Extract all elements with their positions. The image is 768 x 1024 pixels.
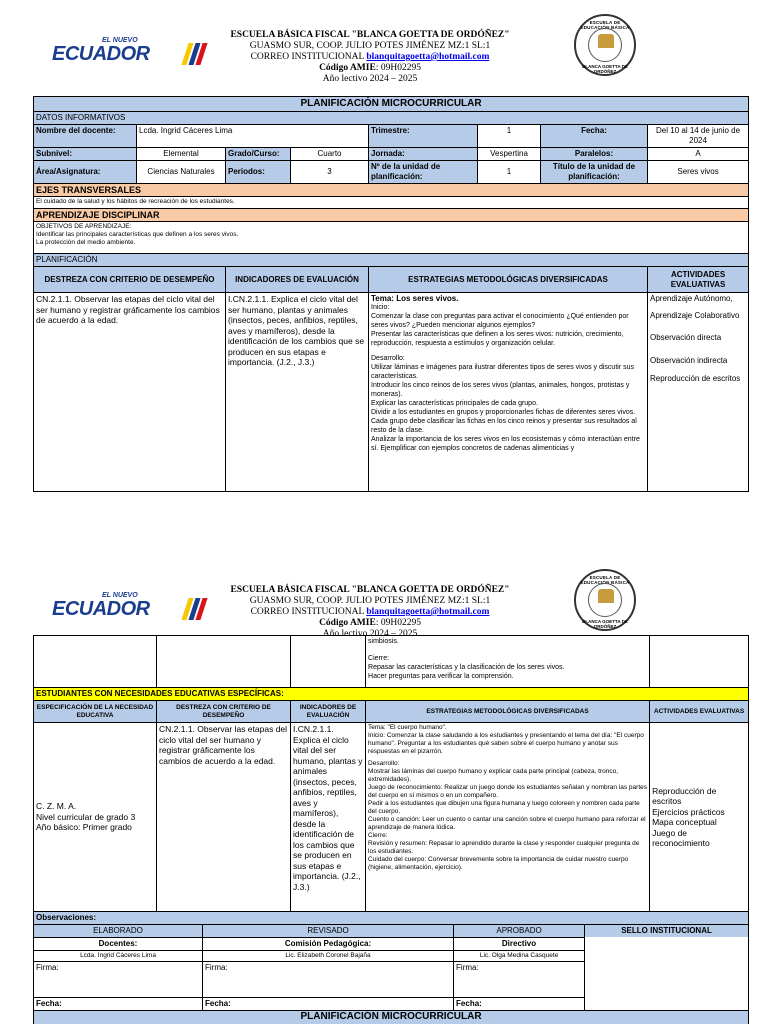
amie-line: Código AMIE: 09H02295 bbox=[319, 63, 421, 73]
planificacion-header: PLANIFICACIÓN bbox=[34, 254, 749, 267]
firma-aprobado: Firma: bbox=[454, 962, 585, 998]
destreza-cell: CN.2.1.1. Observar las etapas del ciclo vital del ser humano y registrar gráficamente los cambios de acuerdo a la edad. bbox=[34, 293, 226, 492]
sello-cell: SELLO INSTITUCIONAL bbox=[585, 925, 749, 1011]
book-icon bbox=[598, 34, 614, 48]
estrategias-cell: Tema: Los seres vivos. Inicio: Comenzar la clase con preguntas para activar el conocimiento ¿Qué entienden por seres vivos? ¿Pueden mencionar algunos ejemplos? Presentar las características que definen a los seres vivos: nutrición, crecimiento, reproducción, respuesta a estímulos y organización celular. Desarrollo: Utilizar láminas e imágenes para ilustrar diferentes tipos de seres vivos y discutir sus características. Introducir los cinco reinos de los seres vivos (plantas, animales, hongos, protistas y moneras). Explicar las características principales de cada grupo. Dividir a los estudiantes en grupos y proporcionarles fichas de diferentes seres vivos. Cada grupo debe clasificar las fichas en los cinco reinos y presentar sus resultados al resto de la clase. Analizar la importancia de los seres vivos en los ecosistemas y cómo interactúan entre sí. Ejemplificar con ejemplos concretos de cadenas alimenticias y bbox=[369, 293, 648, 492]
school-year: Año lectivo 2024 – 2025 bbox=[322, 74, 418, 84]
page-2 bbox=[0, 555, 768, 1024]
planning-table-page2: simbiosis. Cierre: Repasar las características y la clasificación de los seres vivos. Hacer preguntas para verificar la comprensión. ESTUDIANTES CON NECESIDADES EDUCATIVAS ESPECÍFICAS: ESPECIFICACIÓN DE LA NECESIDAD EDUCATIVA DESTREZA CON CRITERIO DE DESEMPEÑO INDICADORES DE EVALUACIÓN ESTRATEGIAS METODOLÓGICAS DIVERSIFICADAS ACTIVIDADES EVALUATIVAS C. Z. M. A. Nivel curricular de grado 3 Año básico: Primer grado CN.2.1.1. Observar las etapas del ciclo vital del ser humano y registrar gráficamente los cambios de acuerdo a la edad. I.CN.2.1.1. Explica el ciclo vital del ser humano, plantas y animales (insectos, peces, anfibios, reptiles, aves y mamíferos), desde la identificación de los cambios que se producen en sus etapas e importancia. (J.2., J.3.) Tema: "El cuerpo humano". Inicio: Comenzar la clase saludando a los estudiantes y presentando el tema del día: "El cuerpo humano". Preguntar a los estudiantes qué saben sobre el cuerpo humano y anotar sus respuestas en el pizarrón. Desarrollo: Mostrar las láminas del cuerpo humano y explicar cada parte principal (cabeza, tronco, extremidades). Juego de reconocimiento: Realizar un juego donde los estudiantes señalan y nombran las partes del cuerpo en sí mismos o en un compañero. Pedir a los estudiantes que dibujen una figura humana y luego coloreen y nombren cada parte del cuerpo. Cuento o canción: Leer un cuento o cantar una canción sobre el cuerpo humano para reforzar el aprendizaje de manera lúdica. Cierre: Revisión y resumen: Repasar lo aprendido durante la clase y responder cualquier pregunta de los estudiantes. Cuidado del cuerpo: Conversar brevemente sobre la importancia de cuidar nuestro cuerpo (higiene, alimentación, ejercicio). Reproducción de escritos Ejercicios prácticos Mapa conceptual Juego de reconocimiento Observaciones: ELABORADO REVISADO APROBADO SELLO INSTITUCIONAL Docentes: Comisión Pedagógica: Directivo Lcda. Ingrid Cáceres Lima Lic. Elizabeth Coronel Bajaña Lic. Olga Medina Casquete Firma: Firma: Firma: Fecha: Fecha: Fecha: PLANIFICACIÓN MICROCURRICULAR bbox=[33, 635, 749, 1024]
continuacion-cell: simbiosis. Cierre: Repasar las características y la clasificación de los seres vivos. Hacer preguntas para verificar la comprensión. bbox=[366, 636, 650, 688]
ecuador-logo bbox=[52, 37, 162, 71]
flag-stripes-icon bbox=[177, 43, 211, 65]
especificacion-cell: C. Z. M. A. Nivel curricular de grado 3 Año básico: Primer grado bbox=[34, 723, 157, 912]
email-link[interactable]: blanquitagoetta@hotmail.com bbox=[366, 52, 490, 62]
ejes-text: El cuidado de la salud y los hábitos de recreación de los estudiantes. bbox=[34, 197, 749, 209]
school-info bbox=[210, 30, 530, 85]
ecuador-logo: EL NUEVO ECUADOR bbox=[52, 592, 162, 626]
email-link[interactable]: blanquitagoetta@hotmail.com bbox=[366, 607, 490, 617]
firma-elaborado: Firma: bbox=[34, 962, 203, 998]
logo-big-text: ECUADOR bbox=[52, 43, 150, 65]
flag-stripes-icon bbox=[177, 598, 211, 620]
planning-table-page1: PLANIFICACIÓN MICROCURRICULAR DATOS INFORMATIVOS Nombre del docente: Lcda. Ingrid Cáceres Lima Trimestre: 1 Fecha: Del 10 al 14 de junio de 2024 Subnivel: Elemental Grado/Curso: Cuarto Jornada: Vespertina Paralelos: A Área/Asignatura: Ciencias Naturales Periodos: 3 Nº de la unidad de planificación: 1 Título de la unidad de planificación: Seres vivos EJES TRANSVERSALES El cuidado de la salud y los hábitos de recreación de los estudiantes. APRENDIZAJE DISCIPLINAR OBJETIVOS DE APRENDIZAJE: Identificar las principales características que definen a los seres vivos. La protección del medio ambiente. PLANIFICACIÓN DESTREZA CON CRITERIO DE DESEMPEÑO INDICADORES DE EVALUACIÓN ESTRATEGIAS METODOLÓGICAS DIVERSIFICADAS ACTIVIDADES EVALUATIVAS CN.2.1.1. Observar las etapas del ciclo vital del ser humano y registrar gráficamente los cambios de acuerdo a la edad. I.CN.2.1.1. Explica el ciclo vital del ser humano, plantas y animales (insectos, peces, anfibios, reptiles, aves y mamíferos), desde la identificación de los cambios que se producen en sus etapas e importancia. (J.2., J.3.) Tema: Los seres vivos. Inicio: Comenzar la clase con preguntas para activar el conocimiento ¿Qué entienden por seres vivos? ¿Pueden mencionar algunos ejemplos? Presentar las características que definen a los seres vivos: nutrición, crecimiento, reproducción, respuesta a estímulos y organización celular. Desarrollo: Utilizar láminas e imágenes para ilustrar diferentes tipos de seres vivos y discutir sus características. Introducir los cinco reinos de los seres vivos (plantas, animales, hongos, protistas y moneras). Explicar las características principales de cada grupo. Dividir a los estudiantes en grupos y proporcionarles fichas de diferentes seres vivos. Cada grupo debe clasificar las fichas en los cinco reinos y presentar sus resultados al resto de la clase. Analizar la importancia de los seres vivos en los ecosistemas y cómo interactúan entre sí. Ejemplificar con ejemplos concretos de cadenas alimenticias y Aprendizaje Autónomo, Aprendizaje Colaborativo Observación directa Observación indirecta Reproducción de escritos bbox=[33, 96, 749, 492]
estrategias-cell-2: Tema: "El cuerpo humano". Inicio: Comenzar la clase saludando a los estudiantes y presentando el tema del día: "El cuerpo humano". Preguntar a los estudiantes qué saben sobre el cuerpo humano y anotar sus respuestas en el pizarrón. Desarrollo: Mostrar las láminas del cuerpo humano y explicar cada parte principal (cabeza, tronco, extremidades). Juego de reconocimiento: Realizar un juego donde los estudiantes señalan y nombran las partes del cuerpo en sí mismos o en un compañero. Pedir a los estudiantes que dibujen una figura humana y luego coloreen y nombren cada parte del cuerpo. Cuento o canción: Leer un cuento o cantar una canción sobre el cuerpo humano para reforzar el aprendizaje de manera lúdica. Cierre: Revisión y resumen: Repasar lo aprendido durante la clase y responder cualquier pregunta de los estudiantes. Cuidado del cuerpo: Conversar brevemente sobre la importancia de cuidar nuestro cuerpo (higiene, alimentación, ejercicio). bbox=[366, 723, 650, 912]
nee-header: ESTUDIANTES CON NECESIDADES EDUCATIVAS ESPECÍFICAS: bbox=[34, 688, 749, 701]
school-seal-icon: ESCUELA DE EDUCACIÓN BÁSICA BLANCA GOETTA DE ORDÓÑEZ bbox=[574, 569, 636, 631]
fecha-value: Del 10 al 14 de junio de 2024 bbox=[648, 125, 749, 148]
aprendizaje-header: APRENDIZAJE DISCIPLINAR bbox=[34, 209, 749, 222]
school-name: ESCUELA BÁSICA FISCAL "BLANCA GOETTA DE ORDÓÑEZ" bbox=[230, 30, 510, 40]
school-address: GUASMO SUR, COOP. JULIO POTES JIMÉNEZ MZ:1 SL:1 bbox=[249, 41, 491, 51]
school-info: ESCUELA BÁSICA FISCAL "BLANCA GOETTA DE ORDÓÑEZ" GUASMO SUR, COOP. JULIO POTES JIMÉNEZ MZ:1 SL:1 CORREO INSTITUCIONAL blanquitagoetta@hotmail.com Código AMIE: 09H02295 Año lectivo 2024 – 2025 bbox=[230, 585, 510, 639]
actividades-cell-2: Reproducción de escritos Ejercicios prácticos Mapa conceptual Juego de reconocimiento bbox=[650, 723, 749, 912]
document-header bbox=[0, 0, 768, 96]
school-email-line: CORREO INSTITUCIONAL blanquitagoetta@hotmail.com bbox=[250, 52, 490, 62]
objetivos-cell: OBJETIVOS DE APRENDIZAJE: Identificar las principales características que definen a los seres vivos. La protección del medio ambiente. bbox=[34, 222, 749, 254]
ejes-header: EJES TRANSVERSALES bbox=[34, 184, 749, 197]
docente-value: Lcda. Ingrid Cáceres Lima bbox=[137, 125, 369, 148]
book-icon bbox=[598, 589, 614, 603]
actividades-cell: Aprendizaje Autónomo, Aprendizaje Colaborativo Observación directa Observación indirecta Reproducción de escritos bbox=[648, 293, 749, 492]
destreza-cell-2: CN.2.1.1. Observar las etapas del ciclo vital del ser humano y registrar gráficamente los cambios de acuerdo a la edad. bbox=[157, 723, 291, 912]
indicador-cell-2: I.CN.2.1.1. Explica el ciclo vital del ser humano, plantas y animales (insectos, peces, anfibios, reptiles, aves y mamíferos), desde la identificación de los cambios que se producen en sus etapas e importancia. (J.2., J.3.) bbox=[291, 723, 366, 912]
datos-header: DATOS INFORMATIVOS bbox=[34, 112, 749, 125]
indicador-cell: I.CN.2.1.1. Explica el ciclo vital del ser humano, plantas y animales (insectos, peces, anfibios, reptiles, aves y mamíferos), desde la identificación de los cambios que se producen en sus etapas e importancia. (J.2., J.3.) bbox=[226, 293, 369, 492]
page-1 bbox=[0, 0, 768, 500]
observaciones-header: Observaciones: bbox=[34, 912, 749, 925]
logo-small-text: EL NUEVO bbox=[102, 37, 138, 44]
firma-revisado: Firma: bbox=[203, 962, 454, 998]
school-seal-icon: ESCUELA DE EDUCACIÓN BÁSICA BLANCA GOETTA DE ORDÓÑEZ bbox=[574, 14, 636, 76]
next-section-title: PLANIFICACIÓN MICROCURRICULAR bbox=[34, 1011, 749, 1024]
section-title: PLANIFICACIÓN MICROCURRICULAR bbox=[34, 97, 749, 112]
